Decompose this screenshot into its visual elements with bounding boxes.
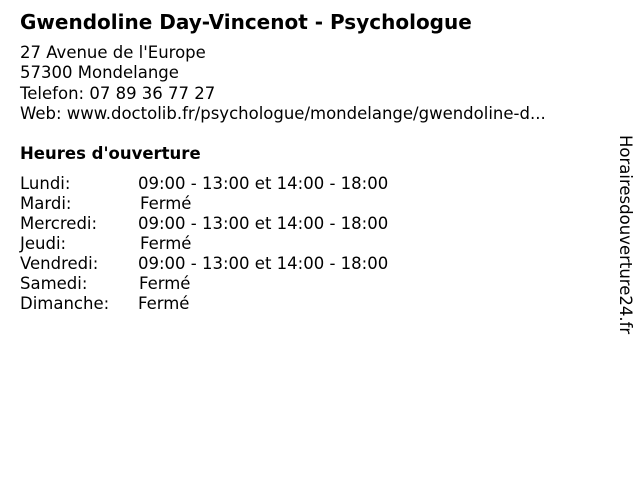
- day-hours: Fermé: [138, 294, 190, 313]
- day-hours: Fermé: [139, 274, 191, 293]
- day-label: Mardi:: [20, 194, 72, 213]
- day-label: Jeudi:: [20, 234, 67, 253]
- day-label: Dimanche:: [20, 294, 110, 313]
- hours-heading: Heures d'ouverture: [20, 144, 201, 163]
- day-hours: 09:00 - 13:00 et 14:00 - 18:00: [138, 174, 389, 193]
- street-address: 27 Avenue de l'Europe: [20, 43, 206, 62]
- brand-text: Horairesdouverture24.fr: [616, 135, 635, 335]
- hours-row: [20, 194, 440, 214]
- day-hours: 09:00 - 13:00 et 14:00 - 18:00: [138, 254, 389, 273]
- page-title: Gwendoline Day-Vincenot - Psychologue: [20, 10, 472, 34]
- address-block: [20, 43, 546, 124]
- hours-row: [20, 274, 440, 294]
- hours-row: [20, 234, 440, 254]
- day-label: Mercredi:: [20, 214, 98, 233]
- brand-watermark: [612, 135, 636, 345]
- hours-row: [20, 254, 440, 274]
- city-address: 57300 Mondelange: [20, 63, 179, 83]
- phone-number: Telefon: 07 89 36 77 27: [20, 83, 216, 103]
- website-link[interactable]: Web: www.doctolib.fr/psychologue/mondelange/gwendoline-d...: [20, 103, 546, 123]
- hours-row: [20, 174, 440, 194]
- hours-row: [20, 294, 440, 314]
- hours-table: [20, 174, 440, 314]
- day-label: Samedi:: [20, 274, 88, 293]
- day-hours: Fermé: [140, 234, 192, 253]
- day-hours: 09:00 - 13:00 et 14:00 - 18:00: [138, 214, 389, 233]
- day-label: Vendredi:: [20, 254, 99, 273]
- day-label: Lundi:: [20, 174, 71, 193]
- day-hours: Fermé: [140, 194, 192, 213]
- hours-row: [20, 214, 440, 234]
